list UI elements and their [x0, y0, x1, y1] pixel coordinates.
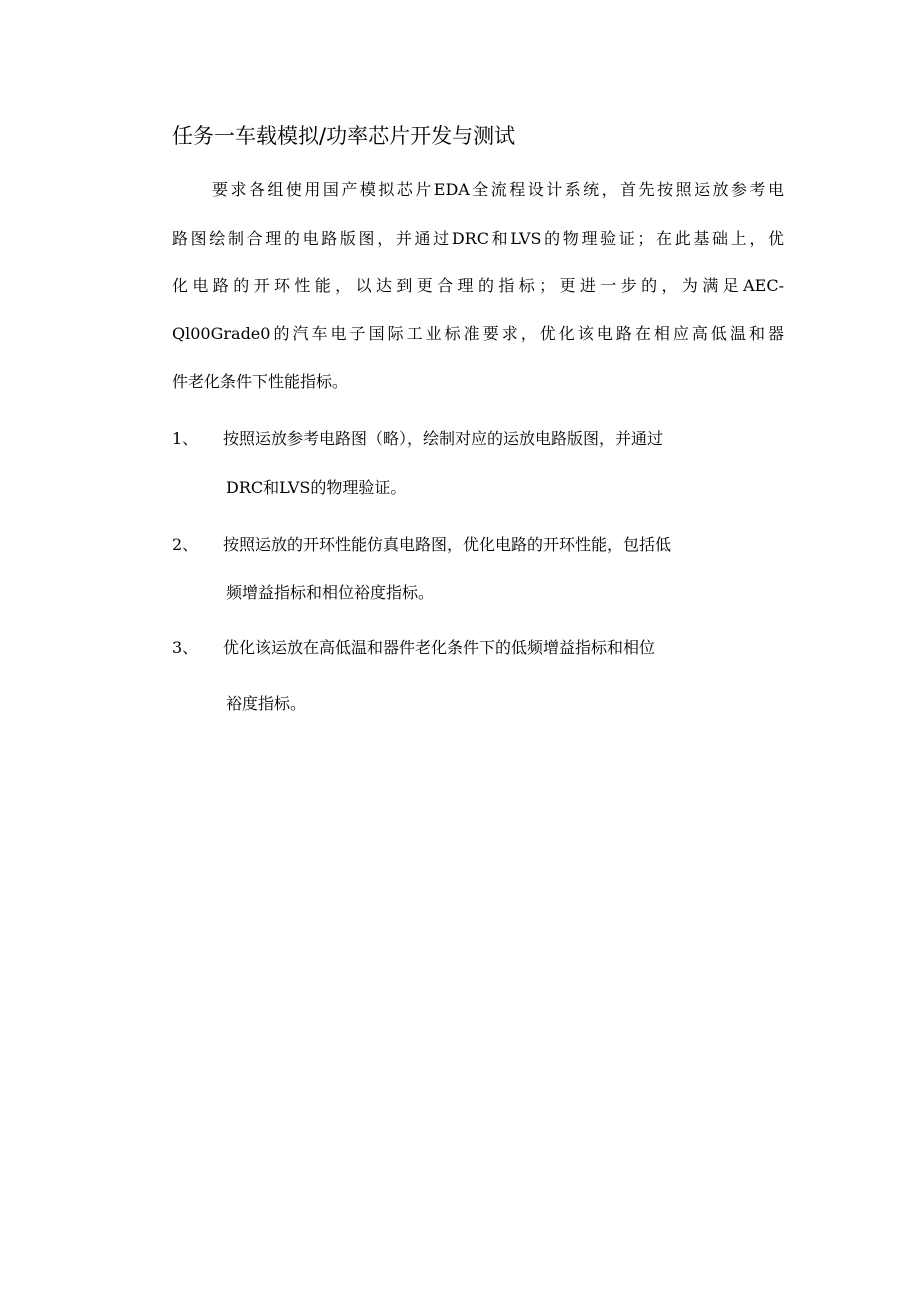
- list-item-text: 按照运放参考电路图（略），绘制对应的运放电路版图，并通过: [223, 429, 664, 448]
- paragraph-line-1: 要求各组使用国产模拟芯片EDA全流程设计系统，首先按照运放参考电: [212, 180, 784, 199]
- list-item-continuation: 频增益指标和相位裕度指标。: [226, 583, 435, 602]
- paragraph-line-3: 化电路的开环性能，以达到更合理的指标；更进一步的，为满足AEC-: [172, 276, 784, 295]
- list-item-number: 1、: [172, 429, 199, 448]
- list-item-number: 2、: [172, 535, 199, 554]
- paragraph-line-4: Ql00Grade0的汽车电子国际工业标准要求，优化该电路在相应高低温和器: [172, 324, 784, 343]
- paragraph-line-5: 件老化条件下性能指标。: [172, 372, 349, 391]
- document-title: 任务一车载模拟/功率芯片开发与测试: [172, 124, 516, 148]
- list-item-number: 3、: [172, 638, 199, 657]
- list-item-continuation: 裕度指标。: [226, 694, 307, 713]
- list-item-text: 优化该运放在高低温和器件老化条件下的低频增益指标和相位: [223, 638, 656, 657]
- paragraph-line-2: 路图绘制合理的电路版图，并通过DRC和LVS的物理验证；在此基础上，优: [172, 229, 784, 248]
- list-item-continuation: DRC和LVS的物理验证。: [226, 478, 407, 497]
- list-item-text: 按照运放的开环性能仿真电路图，优化电路的开环性能，包括低: [223, 535, 672, 554]
